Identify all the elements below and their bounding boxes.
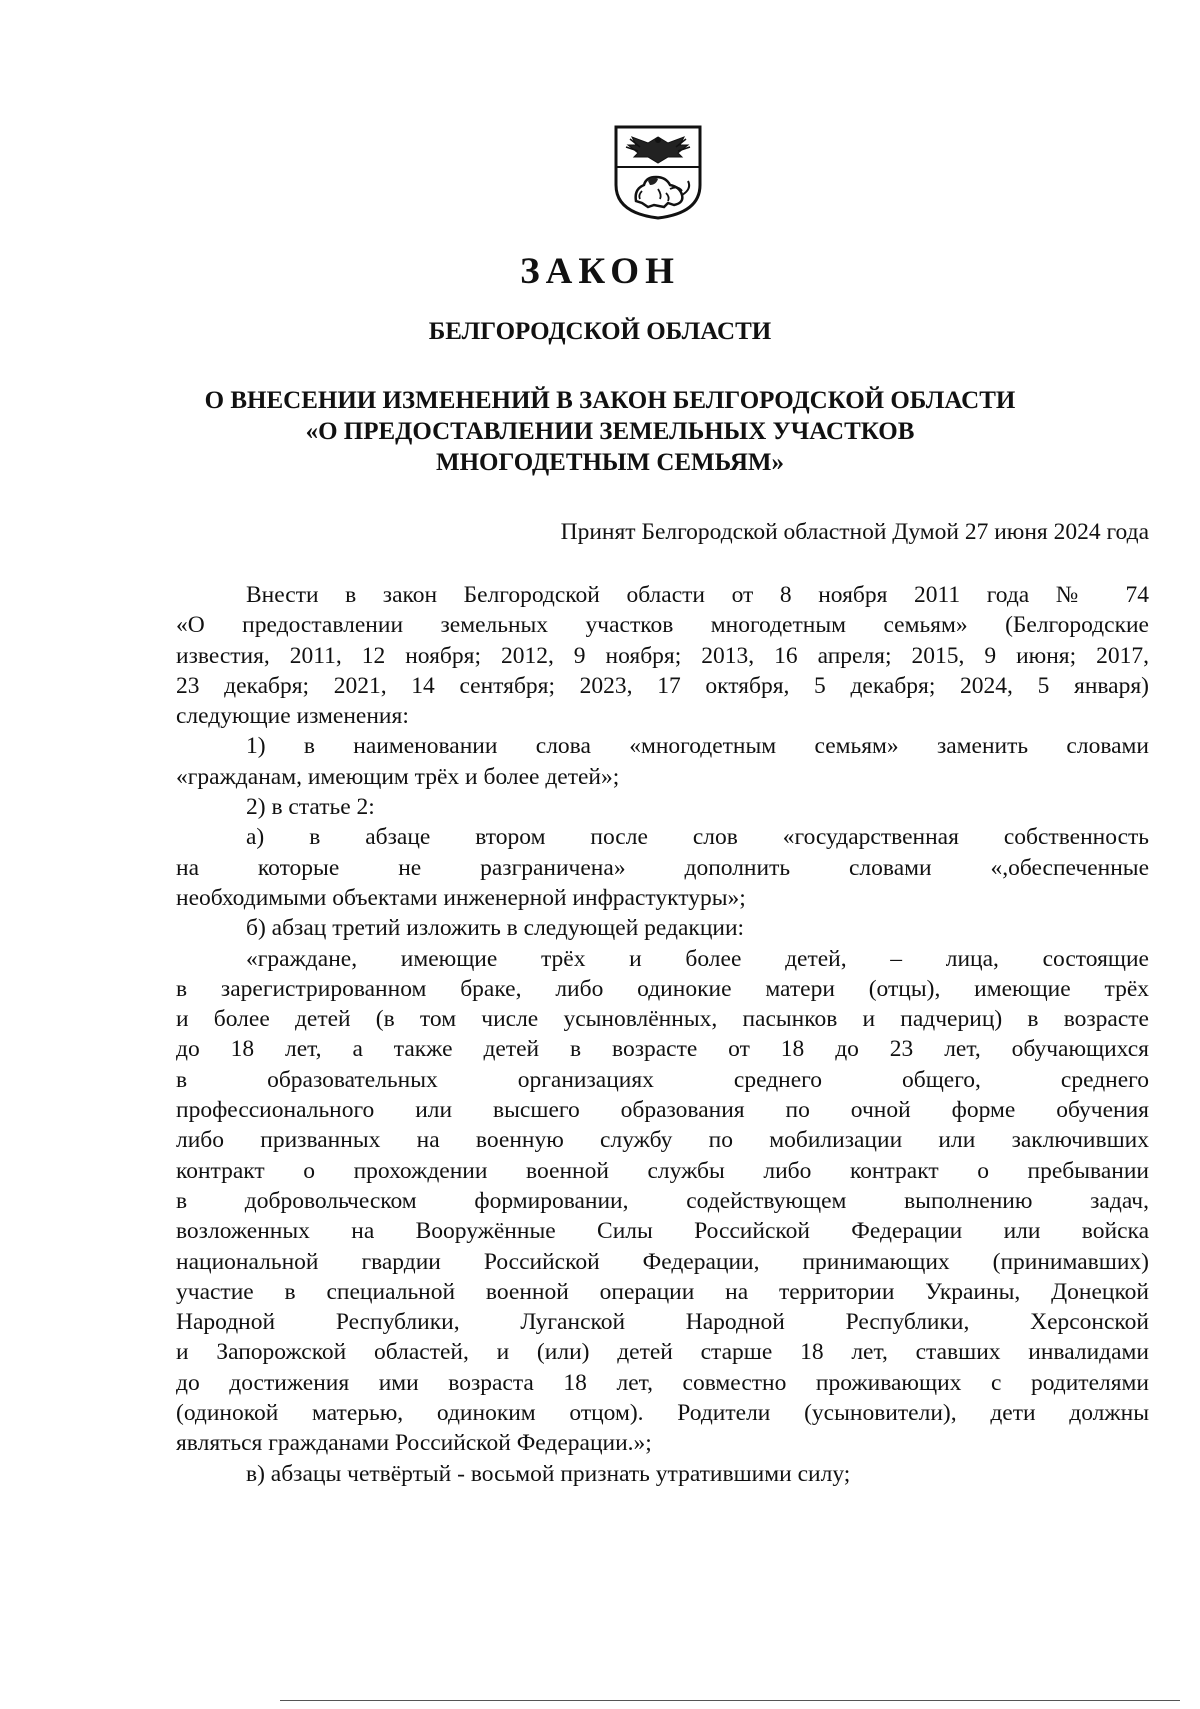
document-body xyxy=(176,580,1149,1489)
body-line: профессионального или высшего образования по очной форме обучения xyxy=(176,1097,1149,1124)
body-line: Народной Республики, Луганской Народной Республики, Херсонской xyxy=(176,1309,1149,1336)
body-line: и Запорожской областей, и (или) детей старше 18 лет, ставших инвалидами xyxy=(176,1339,1149,1366)
body-line: «граждане, имеющие трёх и более детей, – лица, состоящие xyxy=(246,945,1149,972)
law-heading-line: О ВНЕСЕНИИ ИЗМЕНЕНИЙ В ЗАКОН БЕЛГОРОДСКОЙ ОБЛАСТИ xyxy=(204,387,1016,414)
law-heading xyxy=(150,385,1070,478)
body-line: до достижения ими возраста 18 лет, совместно проживающих с родителями xyxy=(176,1369,1149,1396)
body-line: 23 декабря; 2021, 14 сентября; 2023, 17 октября, 5 декабря; 2024, 5 января) xyxy=(176,672,1149,699)
body-line: контракт о прохождении военной службы либо контракт о пребывании xyxy=(176,1157,1149,1184)
body-line: следующие изменения: xyxy=(176,703,409,730)
body-line: в) абзацы четвёртый - восьмой признать утратившими силу; xyxy=(246,1460,851,1487)
law-heading-line: «О ПРЕДОСТАВЛЕНИИ ЗЕМЕЛЬНЫХ УЧАСТКОВ xyxy=(305,418,915,445)
body-line: необходимыми объектами инженерной инфрастуктуры»; xyxy=(176,884,746,911)
body-line: 1) в наименовании слова «многодетным семьям» заменить словами xyxy=(246,733,1149,760)
body-line: в образовательных организациях среднего общего, среднего xyxy=(176,1066,1149,1093)
coat-of-arms-icon xyxy=(608,123,708,221)
body-line: «гражданам, имеющим трёх и более детей»; xyxy=(176,763,620,790)
body-line: в добровольческом формировании, содействующем выполнению задач, xyxy=(176,1187,1149,1214)
body-line: возложенных на Вооружённые Силы Российской Федерации или войска xyxy=(176,1218,1149,1245)
body-line: являться гражданами Российской Федерации.»; xyxy=(176,1430,652,1457)
body-line: участие в специальной военной операции на территории Украины, Донецкой xyxy=(176,1278,1149,1305)
body-line: 2) в статье 2: xyxy=(246,794,375,821)
body-line: Внести в закон Белгородской области от 8 ноября 2011 года № 74 xyxy=(246,582,1149,608)
body-line: либо призванных на военную службу по мобилизации или заключивших xyxy=(176,1127,1149,1154)
body-line: и более детей (в том числе усыновлённых, пасынков и падчериц) в возрасте xyxy=(176,1006,1149,1033)
body-line: известия, 2011, 12 ноября; 2012, 9 ноября; 2013, 16 апреля; 2015, 9 июня; 2017, xyxy=(176,642,1149,669)
document-subtitle: БЕЛГОРОДСКОЙ ОБЛАСТИ xyxy=(428,318,772,345)
body-line: в зарегистрированном браке, либо одинокие матери (отцы), имеющие трёх xyxy=(176,975,1149,1002)
body-line: на которые не разграничена» дополнить словами «,обеспеченные xyxy=(176,854,1149,881)
body-line: б) абзац третий изложить в следующей редакции: xyxy=(246,915,745,942)
body-line: (одинокой матерью, одиноким отцом). Родители (усыновители), дети должны xyxy=(176,1400,1149,1427)
document-title: ЗАКОН xyxy=(520,251,680,292)
body-line: национальной гвардии Российской Федерации, принимающих (принимавших) xyxy=(176,1248,1149,1275)
body-line: до 18 лет, а также детей в возрасте от 18 до 23 лет, обучающихся xyxy=(176,1036,1149,1063)
scan-edge-line xyxy=(280,1700,1180,1701)
adoption-note: Принят Белгородской областной Думой 27 июня 2024 года xyxy=(560,519,1149,545)
law-heading-line: МНОГОДЕТНЫМ СЕМЬЯМ» xyxy=(435,449,785,476)
body-line: а) в абзаце втором после слов «государственная собственность xyxy=(246,824,1149,851)
body-line: «О предоставлении земельных участков многодетным семьям» (Белгородские xyxy=(176,612,1149,639)
